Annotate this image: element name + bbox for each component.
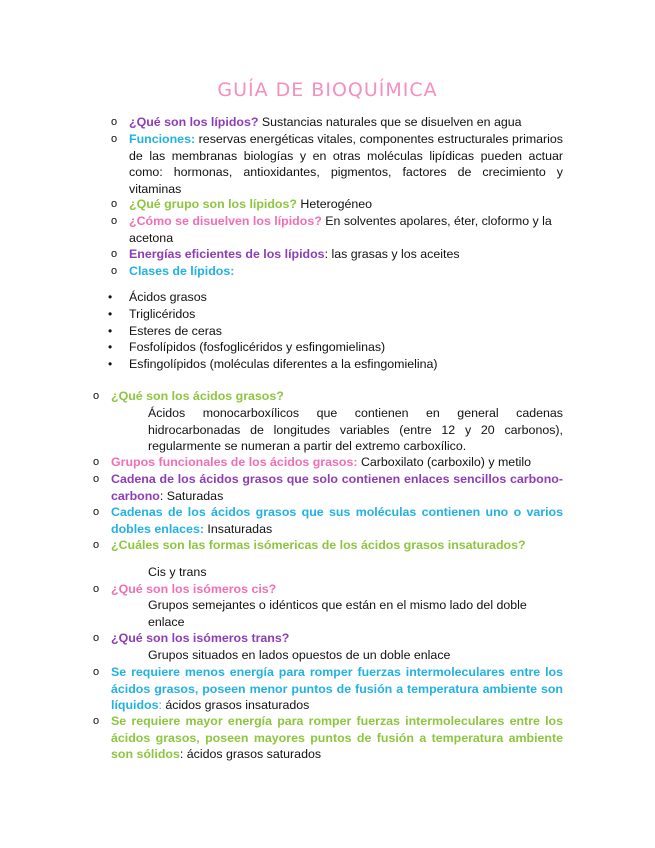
list-item-unsaturated bbox=[93, 504, 563, 537]
bullet: • bbox=[108, 307, 113, 321]
question: Se requiere menos energía para romper fuerzas intermoleculares entre los ácidos grasos, poseen menor puntos de fusión a temperatura ambiente son líquidos bbox=[111, 665, 563, 712]
question: ¿Qué son los isómeros trans? bbox=[111, 631, 290, 645]
list-item-less-energy bbox=[93, 664, 563, 714]
question: ¿Qué son los lípidos? bbox=[129, 115, 259, 129]
list-item-trans bbox=[93, 630, 563, 647]
list-item-functions bbox=[111, 131, 563, 197]
fatty-acids-answer: Ácidos monocarboxílicos que contienen en general cadenas hidrocarbonadas de longitudes variables (entre 12 y 20 carbonos), regularmente se numeran a partir del extremo carboxílico. bbox=[148, 406, 563, 453]
list-item-isomeric-forms bbox=[93, 537, 563, 554]
list-marker: o bbox=[93, 506, 100, 518]
question: Cadenas de los ácidos grasos que sus moléculas contienen uno o varios dobles enlaces: bbox=[111, 505, 563, 536]
list-item-dissolve bbox=[111, 213, 563, 246]
question: ¿Qué son los isómeros cis? bbox=[111, 582, 277, 596]
list-marker: o bbox=[111, 116, 118, 128]
list-marker: o bbox=[93, 390, 100, 402]
answer: Sustancias naturales que se disuelven en agua bbox=[258, 115, 522, 129]
answer: : las grasas y los aceites bbox=[324, 247, 460, 261]
list-marker: o bbox=[111, 248, 118, 260]
bullet: • bbox=[108, 340, 113, 354]
question: Se requiere mayor energía para romper fuerzas intermoleculares entre los ácidos grasos, poseen mayores puntos de fusión a temperatura ambiente son sólidos bbox=[111, 714, 563, 761]
question: ¿Qué grupo son los lípidos? bbox=[129, 197, 297, 211]
list-item: Esteres de ceras bbox=[129, 324, 222, 338]
list-item-more-energy bbox=[93, 713, 563, 763]
bullet: • bbox=[108, 357, 113, 371]
list-marker: o bbox=[111, 265, 118, 277]
question: Cadena de los ácidos grasos que solo contienen enlaces sencillos carbono-carbono bbox=[111, 472, 563, 503]
trans-answer: Grupos situados en lados opuestos de un doble enlace bbox=[148, 648, 451, 662]
list-item-what-are-lipids bbox=[111, 114, 563, 131]
list-marker: o bbox=[93, 666, 100, 678]
list-marker: o bbox=[93, 715, 100, 727]
answer: : ácidos grasos saturados bbox=[179, 747, 322, 761]
question: Energías eficientes de los lípidos bbox=[129, 247, 325, 261]
question: Clases de lípidos: bbox=[129, 264, 235, 278]
list-marker: o bbox=[93, 473, 100, 485]
list-item: Fosfolípidos (fosfoglicéridos y esfingomielinas) bbox=[129, 340, 386, 354]
question: Grupos funcionales de los ácidos grasos: bbox=[111, 455, 358, 469]
list-item-cis bbox=[93, 581, 563, 598]
bullet: • bbox=[108, 290, 113, 304]
list-item: Ácidos grasos bbox=[129, 290, 207, 304]
list-marker: o bbox=[93, 539, 100, 551]
list-item: Triglicéridos bbox=[129, 307, 196, 321]
question: Funciones: bbox=[129, 132, 196, 146]
list-item-functional-groups bbox=[93, 454, 563, 471]
answer: Heterogéneo bbox=[296, 197, 373, 211]
list-item-lipid-group bbox=[111, 196, 563, 213]
question: ¿Cómo se disuelven los lípidos? bbox=[129, 214, 322, 228]
question: ¿Qué son los ácidos grasos? bbox=[111, 389, 284, 403]
answer: reservas energéticas vitales, componentes estructurales primarios de las membranas biologías y en otras moléculas lipídicas pueden actuar como: hormonas, antioxidantes, pigmentos, factores de crecimiento y vitaminas bbox=[129, 132, 563, 196]
question: ¿Cuáles son las formas isómericas de los ácidos grasos insaturados? bbox=[111, 538, 526, 552]
list-marker: o bbox=[93, 456, 100, 468]
isomeric-answer: Cis y trans bbox=[148, 565, 207, 579]
list-marker: o bbox=[111, 133, 118, 145]
separator: : bbox=[158, 698, 162, 712]
answer: : Saturadas bbox=[159, 488, 224, 503]
list-marker: o bbox=[93, 632, 100, 644]
list-marker: o bbox=[93, 583, 100, 595]
bullet: • bbox=[108, 324, 113, 338]
list-item-energy bbox=[111, 246, 563, 263]
list-item-fatty-acids bbox=[93, 388, 563, 405]
answer: Carboxilato (carboxilo) y metilo bbox=[357, 455, 532, 469]
answer: ácidos grasos insaturados bbox=[161, 698, 310, 712]
list-item: Esfingolípidos (moléculas diferentes a la esfingomielina) bbox=[129, 357, 438, 371]
list-marker: o bbox=[111, 198, 118, 210]
list-item-classes bbox=[111, 263, 563, 280]
answer: Insaturadas bbox=[203, 521, 273, 536]
cis-answer: Grupos semejantes o idénticos que están en el mismo lado del doble enlace bbox=[148, 598, 527, 629]
answer: En solventes apolares, éter, cloformo y la acetona bbox=[129, 214, 552, 245]
list-marker: o bbox=[111, 215, 118, 227]
list-item-saturated bbox=[93, 471, 563, 504]
page-title: GUÍA DE BIOQUÍMICA bbox=[217, 79, 438, 101]
